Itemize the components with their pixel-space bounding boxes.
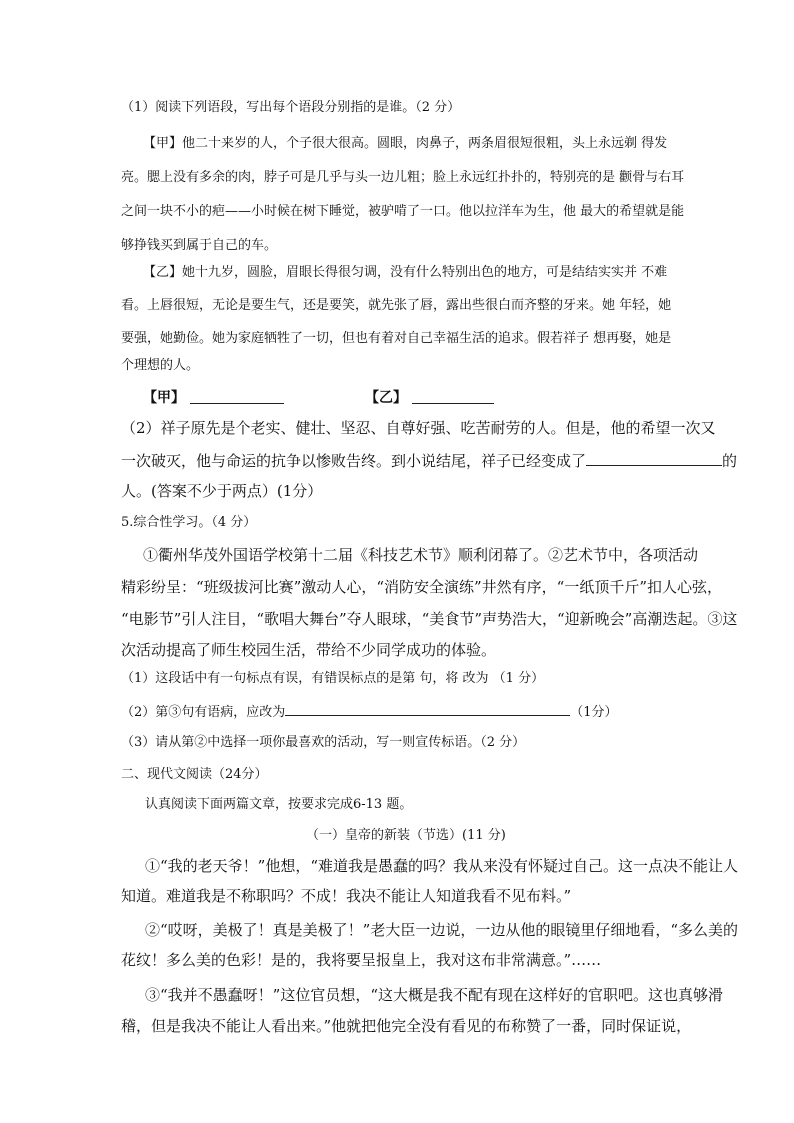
section-2-instruction: 认真阅读下面两篇文章，按要求完成6-13 题。 <box>145 797 413 812</box>
q4-part1-intro: （1）阅读下列语段，写出每个语段分别指的是谁。（2 分） <box>121 100 461 115</box>
q5-sub-2-suffix: （1分） <box>570 705 618 720</box>
jia-line-2: 亮。腮上没有多余的肉，脖子可是几乎与头一边儿粗；脸上永远红扑扑的，特别亮的是 颧骨与右耳 <box>121 170 685 185</box>
article-para-3-line-1: ③“我并不愚蠢呀！”这位官员想，“这大概是我不配有现在这样好的官职吧。这也真够滑 <box>145 986 724 1004</box>
article-para-1-line-1: ①“我的老天爷！”他想，“难道我是愚蠢的吗？我从来没有怀疑过自己。这一点决不能让人 <box>145 857 739 875</box>
yi-line-3: 要强，她勤俭。她为家庭牺牲了一切，但也有着对自己幸福生活的追求。假若祥子 想再娶，她是 <box>121 331 672 346</box>
q5-sub-2-blank[interactable] <box>285 700 570 716</box>
q4-part2-blank[interactable] <box>586 450 722 466</box>
answer-jia-blank[interactable] <box>190 388 284 410</box>
answer-yi-blank[interactable] <box>412 388 494 410</box>
section-2-title: 二、现代文阅读（24分） <box>121 767 268 782</box>
q5-sub-3: （3）请从第②中选择一项你最喜欢的活动，写一则宣传标语。（2 分） <box>121 735 526 750</box>
q4-part2-line-2-text: 一次破灭，他与命运的抗争以惨败告终。到小说结尾，祥子已经变成了 <box>121 452 587 470</box>
q5-passage-line-1: ①衢州华茂外国语学校第十二届《科技艺术节》顺利闭幕了。②艺术节中，各项活动 <box>143 546 699 564</box>
yi-line-2: 看。上唇很短，无论是要生气，还是要笑，就先张了唇，露出些很白而齐整的牙来。她 年轻，她 <box>121 298 672 313</box>
q5-passage-line-2: 精彩纷呈：“班级拔河比赛”激动人心，“消防安全演练”井然有序，“一纸顶千斤”扣人心弦， <box>121 578 723 596</box>
article-title: （一）皇帝的新装（节选）(11 分) <box>306 828 506 843</box>
q5-title: 5.综合性学习。（4 分） <box>121 515 257 530</box>
q5-sub-2-prefix: （2）第③句有语病，应改为 <box>121 705 286 720</box>
article-para-2-line-1: ②“哎呀，美极了！真是美极了！”老大臣一边说，一边从他的眼镜里仔细地看，“多么美的 <box>145 921 739 939</box>
q5-sub-2 <box>121 700 618 723</box>
jia-line-4: 够挣钱买到属于自己的车。 <box>121 238 278 253</box>
yi-line-4: 个理想的人。 <box>121 358 200 373</box>
yi-line-1: 【乙】她十九岁，圆脸，眉眼长得很匀调，没有什么特别出色的地方，可是结结实实并 不难 <box>143 265 668 280</box>
q4-part2-line-2-end: 的 <box>722 452 738 470</box>
article-para-1-line-2: 知道。难道我是不称职吗？不成！我决不能让人知道我看不见布料。” <box>121 887 572 905</box>
jia-line-3: 之间一块不小的疤——小时候在树下睡觉，被驴啃了一口。他以拉洋车为生，他 最大的希望就是能 <box>121 204 685 219</box>
article-para-3-line-2: 稽，但是我决不能让人看出来。”他就把他完全没有看见的布称赞了一番，同时保证说， <box>121 1017 692 1035</box>
q5-passage-line-3: “电影节”引人注目，“歌唱大舞台”夺人眼球，“美食节”声势浩大，“迎新晚会”高潮迭起。③这 <box>121 610 738 628</box>
answer-jia-label: 【甲】 <box>143 390 185 406</box>
q4-part2-line-1: （2）祥子原先是个老实、健壮、坚忍、自尊好强、吃苦耐劳的人。但是，他的希望一次又 <box>121 419 716 437</box>
q5-sub-1: （1）这段话中有一句标点有误，有错误标点的是第 句，将 改为 （1 分） <box>121 671 545 686</box>
q4-part2-line-3: 人。(答案不少于两点）(1分） <box>121 482 323 500</box>
article-para-2-line-2: 花纹！多么美的色彩！是的，我将要呈报皇上，我对这布非常满意。”…… <box>121 951 602 969</box>
jia-line-1: 【甲】他二十来岁的人，个子很大很高。圆眼，肉鼻子，两条眉很短很粗，头上永远剃 得发 <box>143 136 668 151</box>
q4-part2-line-2 <box>121 450 737 471</box>
answer-yi-label: 【乙】 <box>365 390 407 406</box>
q5-passage-line-4: 次活动提高了师生校园生活，带给不少同学成功的体验。 <box>121 641 497 659</box>
